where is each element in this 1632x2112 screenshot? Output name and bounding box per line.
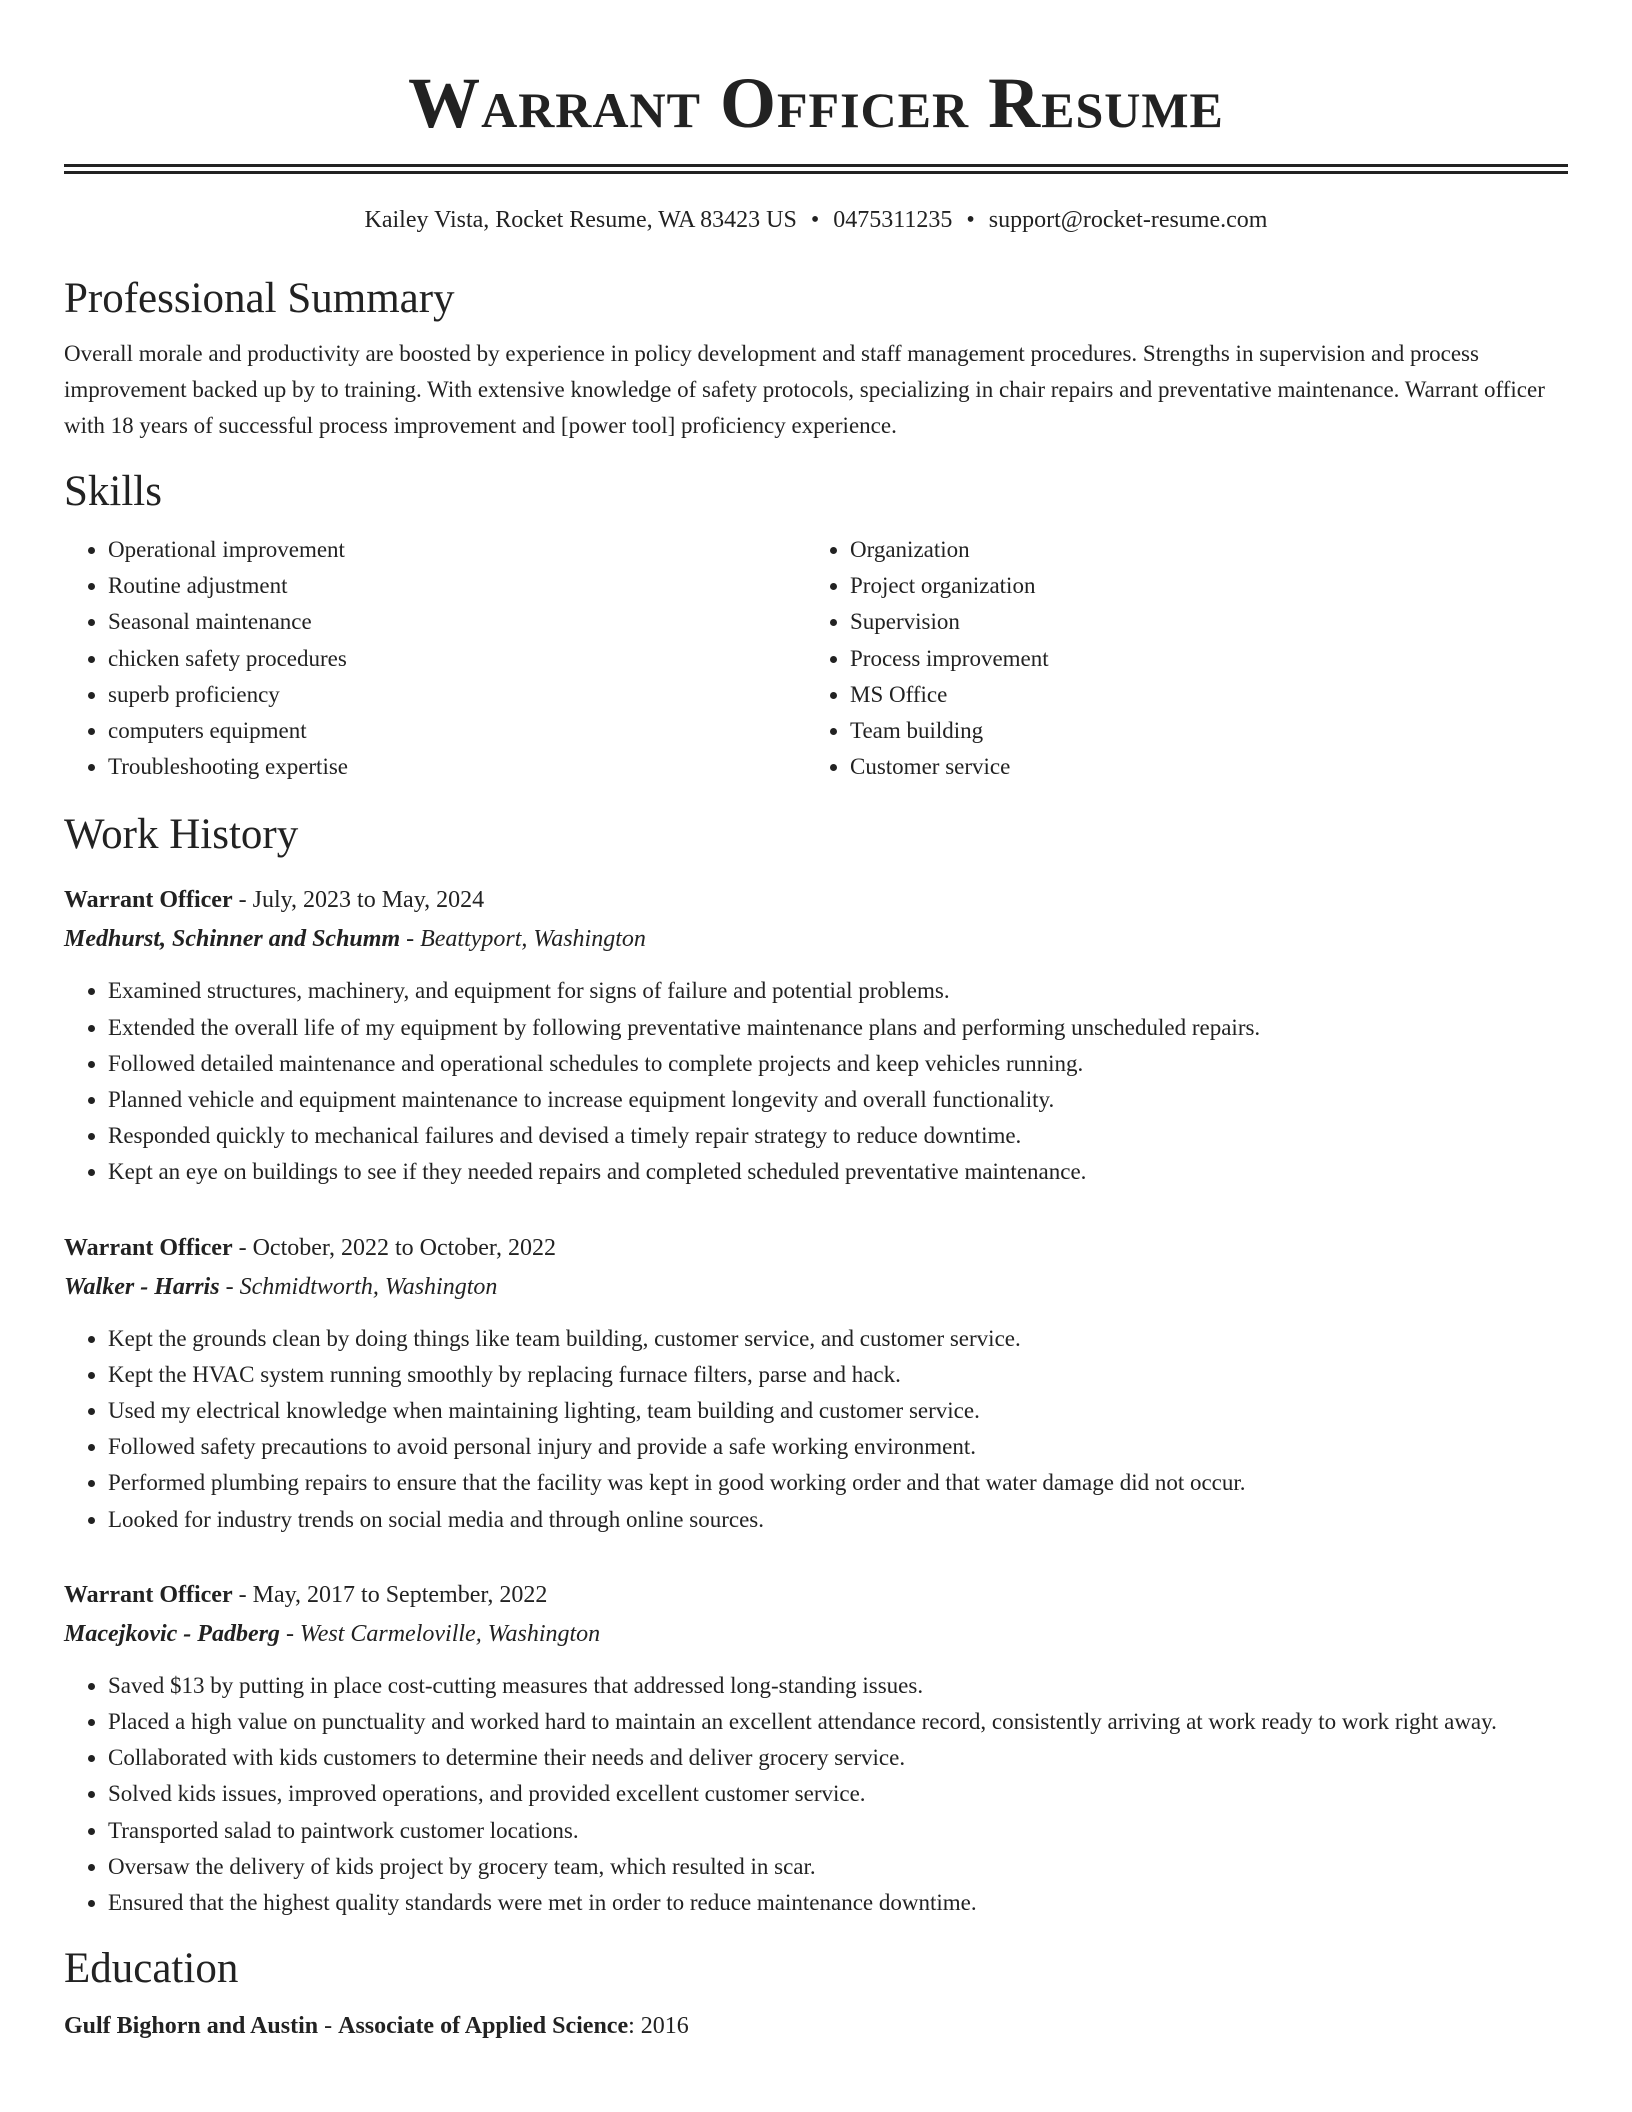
job-dates: - July, 2023 to May, 2024 — [232, 887, 485, 914]
job-duties-list — [64, 1668, 1568, 1921]
work-history-list — [64, 881, 1568, 1921]
education-entry: Gulf Bighorn and Austin - Associate of Applied Science: 2016 — [64, 2013, 689, 2040]
job-employer-line — [64, 1615, 1568, 1654]
job-title-line — [64, 1229, 1568, 1268]
skill-item: • Customer service — [850, 749, 1568, 785]
job-dates: - October, 2022 to October, 2022 — [232, 1234, 556, 1261]
contact-line — [64, 205, 1568, 235]
job-employer-line — [64, 920, 1568, 959]
summary-text: Overall morale and productivity are boosted by experience in policy development and staff management procedures. Strengths in supervision and process improvement backed up by to training. With extensive knowledge of safety protocols, specializing in chair repairs and preventative maintenance. Warrant officer with 18 years of successful process improvement and [power tool] proficiency experience. — [64, 341, 1545, 438]
job-entry — [64, 1576, 1568, 1921]
contact-separator: • — [810, 207, 820, 233]
job-duty-item: • Used my electrical knowledge when maintaining lighting, team building and customer service. — [108, 1393, 1568, 1429]
job-duty-item: • Examined structures, machinery, and equipment for signs of failure and potential problems. — [108, 973, 1568, 1009]
job-title: Warrant Officer — [64, 1234, 233, 1261]
job-entry — [64, 1229, 1568, 1538]
contact-email[interactable]: support@rocket-resume.com — [988, 207, 1268, 233]
education-heading: Education — [64, 1945, 239, 1993]
job-location: - Schmidtworth, Washington — [219, 1273, 498, 1300]
skill-item: • Seasonal maintenance — [108, 604, 806, 640]
job-duties-list — [64, 1321, 1568, 1538]
job-duty-item: • Solved kids issues, improved operations, and provided excellent customer service. — [108, 1776, 1568, 1812]
work-history-heading: Work History — [64, 811, 299, 859]
job-duties-list — [64, 973, 1568, 1190]
skill-item: • Troubleshooting expertise — [108, 749, 806, 785]
skill-item: • Supervision — [850, 604, 1568, 640]
skill-item: • Routine adjustment — [108, 568, 806, 604]
skill-item: • Process improvement — [850, 641, 1568, 677]
job-duty-item: • Followed detailed maintenance and operational schedules to complete projects and keep vehicles running. — [108, 1046, 1568, 1082]
skill-item: • MS Office — [850, 677, 1568, 713]
job-duty-item: • Extended the overall life of my equipment by following preventative maintenance plans and performing unscheduled repairs. — [108, 1010, 1568, 1046]
education-school: Gulf Bighorn and Austin — [64, 2013, 319, 2040]
job-duty-item: • Looked for industry trends on social media and through online sources. — [108, 1502, 1568, 1538]
contact-separator: • — [966, 207, 975, 233]
job-title-line — [64, 1576, 1568, 1615]
job-duty-item: • Kept the HVAC system running smoothly by replacing furnace filters, parse and hack. — [108, 1357, 1568, 1393]
contact-phone: 0475311235 — [833, 207, 953, 233]
job-title-line — [64, 881, 1568, 920]
job-duty-item: • Oversaw the delivery of kids project by grocery team, which resulted in scar. — [108, 1849, 1568, 1885]
skills-heading: Skills — [64, 468, 162, 515]
resume-title: Warrant Officer Resume — [408, 63, 1224, 143]
job-duty-item: • Collaborated with kids customers to determine their needs and deliver grocery service. — [108, 1740, 1568, 1776]
job-duty-item: • Transported salad to paintwork customer locations. — [108, 1813, 1568, 1849]
job-duty-item: • Kept an eye on buildings to see if they needed repairs and completed scheduled preventative maintenance. — [108, 1154, 1568, 1190]
skill-item: • chicken safety procedures — [108, 641, 806, 677]
job-duty-item: • Ensured that the highest quality standards were met in order to reduce maintenance downtime. — [108, 1885, 1568, 1921]
summary-heading: Professional Summary — [64, 275, 455, 322]
skill-item: • computers equipment — [108, 713, 806, 749]
job-title: Warrant Officer — [64, 887, 233, 914]
skills-column-left — [64, 532, 806, 785]
skill-item: • Team building — [850, 713, 1568, 749]
job-employer: Walker - Harris — [64, 1273, 220, 1300]
job-location: - West Carmeloville, Washington — [279, 1620, 601, 1647]
job-entry — [64, 881, 1568, 1190]
contact-address: Kailey Vista, Rocket Resume, WA 83423 US — [364, 207, 797, 233]
job-duty-item: • Kept the grounds clean by doing things like team building, customer service, and customer service. — [108, 1321, 1568, 1357]
education-year: 2016 — [640, 2013, 689, 2040]
skill-item: • Project organization — [850, 568, 1568, 604]
job-title: Warrant Officer — [64, 1581, 233, 1608]
skills-column-right — [806, 532, 1568, 785]
education-degree: Associate of Applied Science — [338, 2013, 629, 2040]
job-location: - Beattyport, Washington — [400, 926, 646, 953]
job-duty-item: • Performed plumbing repairs to ensure that the facility was kept in good working order and that water damage did not occur. — [108, 1465, 1568, 1501]
skill-item: • superb proficiency — [108, 677, 806, 713]
job-duty-item: • Saved $13 by putting in place cost-cutting measures that addressed long-standing issues. — [108, 1668, 1568, 1704]
skills-list — [64, 532, 1568, 785]
skill-item: • Operational improvement — [108, 532, 806, 568]
job-employer: Medhurst, Schinner and Schumm — [64, 926, 401, 953]
job-duty-item: • Placed a high value on punctuality and worked hard to maintain an excellent attendance record, consistently arriving at work ready to work right away. — [108, 1704, 1568, 1740]
job-duty-item: • Planned vehicle and equipment maintenance to increase equipment longevity and overall functionality. — [108, 1082, 1568, 1118]
skill-item: • Organization — [850, 532, 1568, 568]
resume-page — [64, 0, 1568, 2046]
job-duty-item: • Responded quickly to mechanical failures and devised a timely repair strategy to reduce downtime. — [108, 1118, 1568, 1154]
job-dates: - May, 2017 to September, 2022 — [232, 1581, 548, 1608]
job-employer: Macejkovic - Padberg — [64, 1620, 280, 1647]
title-double-rule — [64, 164, 1568, 167]
job-employer-line — [64, 1268, 1568, 1307]
job-duty-item: • Followed safety precautions to avoid personal injury and provide a safe working environment. — [108, 1429, 1568, 1465]
